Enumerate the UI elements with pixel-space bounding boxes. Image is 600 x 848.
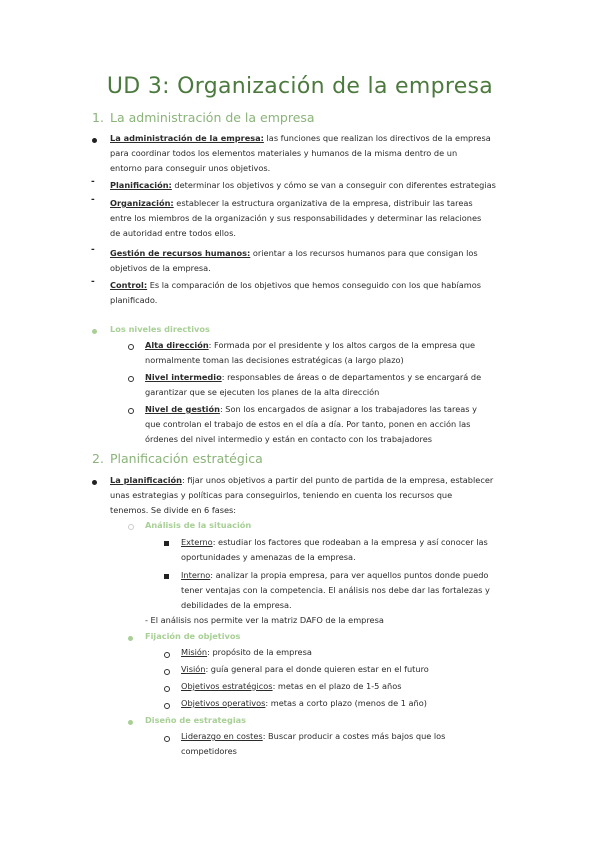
section-title: Planificación estratégica [110,451,263,466]
page-title: UD 3: Organización de la empresa [106,74,494,99]
subheading: Fijación de objetivos [145,631,241,641]
text: : metas a corto plazo (menos de 1 año) [265,698,427,708]
bullet-icon [128,720,133,725]
term: Organización: [110,198,174,208]
term: La administración de la empresa: [110,133,264,143]
paragraph-line: objetivos de la empresa. [110,263,211,273]
text: : Son los encargados de asignar a los trabajadores las tareas y [219,404,477,414]
bullet-icon [92,480,97,485]
text: orientar a los recursos humanos para que consigan los [250,248,478,258]
paragraph-line [145,338,475,353]
paragraph-line [145,370,481,385]
subheading: Diseño de estrategias [145,715,247,725]
paragraph-line: entre los miembros de la organización y sus responsabilidades y determinar las relaciones [110,213,482,223]
text: : metas en el plazo de 1-5 años [272,681,402,691]
paragraph-line [145,402,477,417]
circle-bullet-icon [128,408,134,414]
section-title: La administración de la empresa [110,110,315,125]
paragraph-line: para coordinar todos los elementos materiales y humanos de la misma dentro de un [110,148,458,158]
term: Planificación: [110,180,172,190]
paragraph-line: entorno para conseguir unos objetivos. [110,163,271,173]
paragraph-line: competidores [181,746,237,756]
bullet-icon [128,636,133,641]
circle-bullet-icon [128,344,134,350]
text: : estudiar los factores que rodeaban a la empresa y así conocer las [212,537,488,547]
square-bullet-icon [164,574,169,579]
text: las funciones que realizan los directivos de la empresa [263,133,491,143]
paragraph-line: tenemos. Se divide en 6 fases: [110,505,237,515]
paragraph-line [181,568,488,583]
paragraph-line: - El análisis nos permite ver la matriz DAFO de la empresa [145,615,384,625]
dash-icon: - [91,177,95,187]
section-number: 1. [92,110,104,125]
term: Objetivos operativos [181,698,266,708]
paragraph-line [181,535,488,550]
text: : analizar la propia empresa, para ver aquellos puntos donde puedo [210,570,489,580]
circle-bullet-icon [128,524,134,530]
paragraph-line: garantizar que se ejecuten los planes de la alta dirección [145,387,380,397]
term: La planificación [110,475,182,485]
dash-icon: - [91,245,95,255]
paragraph-line: que controlan el trabajo de estos en el día a día. Por tanto, ponen en acción las [145,419,471,429]
paragraph-line: planificado. [110,295,158,305]
circle-bullet-icon [164,652,170,658]
text: : fijar unos objetivos a partir del punto de partida de la empresa, establecer [181,475,494,485]
paragraph-line [181,662,429,677]
text: establecer la estructura organizativa de la empresa, distribuir las tareas [173,198,473,208]
text: determinar los objetivos y cómo se van a conseguir con diferentes estrategias [171,180,496,190]
paragraph-line [181,645,312,660]
paragraph-line [181,679,401,694]
term: Interno [181,570,211,580]
text: : propósito de la empresa [207,647,312,657]
dash-icon: - [91,277,95,287]
text: Es la comparación de los objetivos que hemos conseguido con los que habíamos [147,280,482,290]
paragraph-line [181,729,445,744]
paragraph-line [110,246,478,261]
term: Alta dirección [145,340,209,350]
paragraph-line: unas estrategias y políticas para conseguirlos, teniendo en cuenta los recursos que [110,490,453,500]
dash-icon: - [91,195,95,205]
text: : Formada por el presidente y los altos cargos de la empresa que [208,340,476,350]
circle-bullet-icon [128,376,134,382]
paragraph-line: órdenes del nivel intermedio y están en contacto con los trabajadores [145,434,433,444]
term: Nivel intermedio [145,372,222,382]
paragraph-line: normalmente toman las decisiones estratégicas (a largo plazo) [145,355,404,365]
square-bullet-icon [164,541,169,546]
text: : guía general para el donde quieren estar en el futuro [205,664,429,674]
bullet-icon [92,329,97,334]
term: Misión [181,647,208,657]
paragraph-line: tener ventajas con la competencia. El análisis nos debe dar las fortalezas y [181,585,490,595]
subheading: Los niveles directivos [110,324,210,334]
term: Objetivos estratégicos [181,681,273,691]
paragraph-line [110,278,481,293]
paragraph-line [110,178,496,193]
paragraph-line [110,196,473,211]
circle-bullet-icon [164,703,170,709]
paragraph-line: de autoridad entre todos ellos. [110,228,236,238]
term: Liderazgo en costes [181,731,263,741]
section-heading-1 [92,110,315,125]
term: Visión [181,664,206,674]
circle-bullet-icon [164,686,170,692]
term: Externo [181,537,213,547]
circle-bullet-icon [164,669,170,675]
text: : responsables de áreas o de departamentos y se encargará de [221,372,482,382]
paragraph-line: oportunidades y amenazas de la empresa. [181,552,356,562]
section-number: 2. [92,451,104,466]
circle-bullet-icon [164,736,170,742]
paragraph-line [110,131,491,146]
subheading: Análisis de la situación [145,520,252,530]
paragraph-line: debilidades de la empresa. [181,600,292,610]
paragraph-line [110,473,493,488]
term: Nivel de gestión [145,404,220,414]
text: : Buscar producir a costes más bajos que los [262,731,446,741]
term: Gestión de recursos humanos: [110,248,251,258]
term: Control: [110,280,148,290]
section-heading-2 [92,451,263,466]
paragraph-line [181,696,427,711]
bullet-icon [92,138,97,143]
